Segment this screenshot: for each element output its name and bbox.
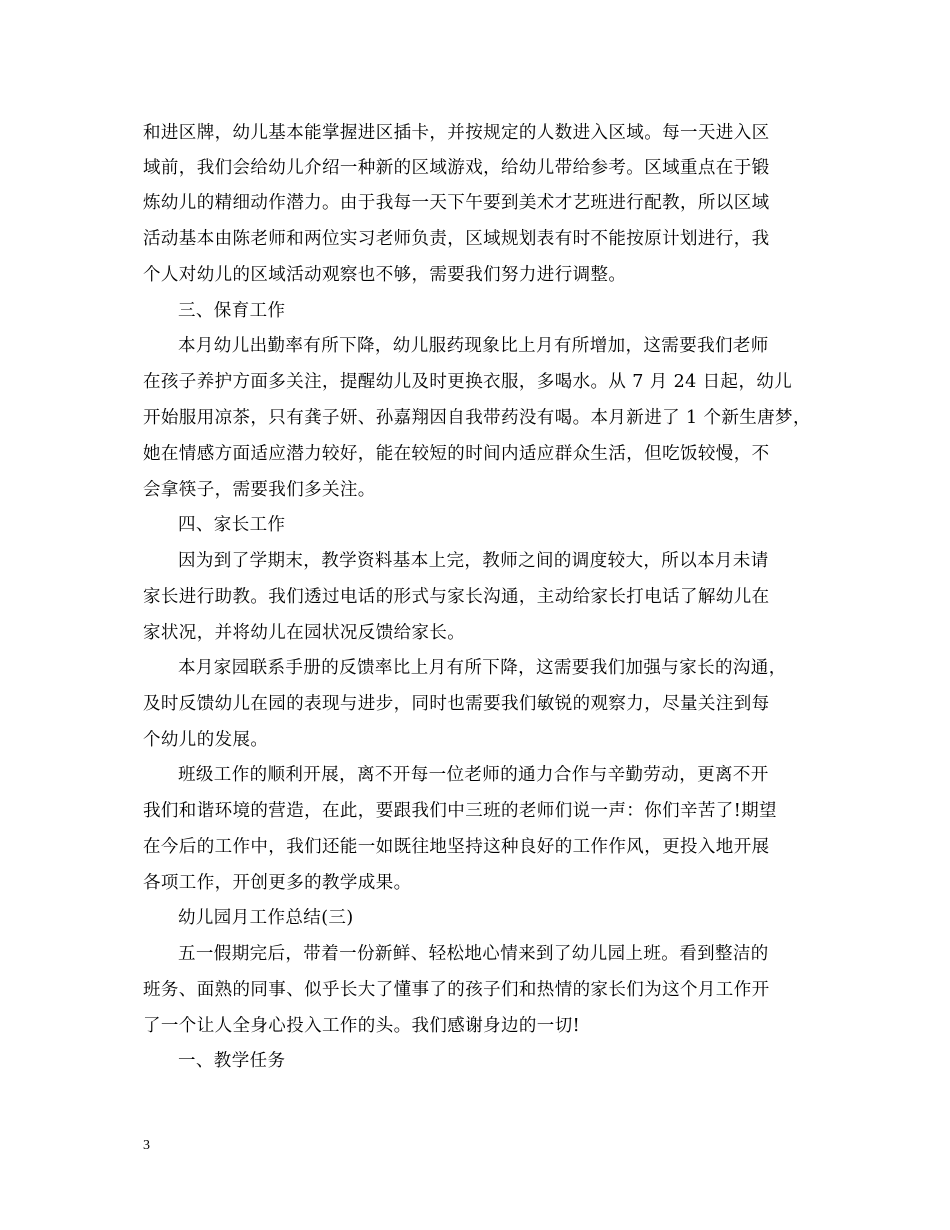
text-line: 了一个让人全身心投入工作的头。我们感谢身边的一切!: [143, 1016, 581, 1036]
section-heading: 三、保育工作: [178, 301, 286, 321]
text-line: 炼幼儿的精细动作潜力。由于我每一天下午要到美术才艺班进行配教，所以区域: [143, 193, 770, 213]
text-line: 在孩子养护方面多关注，提醒幼儿及时更换衣服，多喝水。从 7 月 24 日起，幼儿: [143, 372, 793, 392]
text-line: 本月家园联系手册的反馈率比上月有所下降，这需要我们加强与家长的沟通，: [178, 658, 787, 678]
text-line: 我们和谐环境的营造，在此，要跟我们中三班的老师们说一声：你们辛苦了!期望: [143, 801, 777, 821]
text-line: 班级工作的顺利开展，离不开每一位老师的通力合作与辛勤劳动，更离不开: [178, 765, 769, 785]
text-line: 各项工作，开创更多的教学成果。: [143, 873, 412, 893]
text-line: 开始服用凉茶，只有龚子妍、孙嘉翔因自我带药没有喝。本月新进了 1 个新生唐梦，: [143, 408, 811, 428]
text-line: 活动基本由陈老师和两位实习老师负责，区域规划表有时不能按原计划进行，我: [143, 229, 770, 249]
section-heading: 幼儿园月工作总结(三): [178, 908, 354, 928]
page-number: 3: [143, 1138, 150, 1153]
text-line: 五一假期完后，带着一份新鲜、轻松地心情来到了幼儿园上班。看到整洁的: [178, 944, 769, 964]
section-heading: 四、家长工作: [178, 515, 286, 535]
text-line: 及时反馈幼儿在园的表现与进步，同时也需要我们敏锐的观察力，尽量关注到每: [143, 694, 770, 714]
text-line: 家状况，并将幼儿在园状况反馈给家长。: [143, 623, 466, 643]
text-line: 班务、面熟的同事、似乎长大了懂事了的孩子们和热情的家长们为这个月工作开: [143, 980, 770, 1000]
text-line: 家长进行助教。我们透过电话的形式与家长沟通，主动给家长打电话了解幼儿在: [143, 587, 770, 607]
text-line: 域前，我们会给幼儿介绍一种新的区域游戏，给幼儿带给参考。区域重点在于锻: [143, 158, 770, 178]
text-line: 个幼儿的发展。: [143, 730, 269, 750]
text-line: 因为到了学期末，教学资料基本上完，教师之间的调度较大，所以本月未请: [178, 551, 769, 571]
text-line: 本月幼儿出勤率有所下降，幼儿服药现象比上月有所增加，这需要我们老师: [178, 336, 769, 356]
section-heading: 一、教学任务: [178, 1051, 286, 1071]
text-line: 个人对幼儿的区域活动观察也不够，需要我们努力进行调整。: [143, 265, 627, 285]
text-line: 会拿筷子，需要我们多关注。: [143, 480, 376, 500]
text-line: 和进区牌，幼儿基本能掌握进区插卡，并按规定的人数进入区域。每一天进入区: [143, 123, 770, 143]
text-line: 她在情感方面适应潜力较好，能在较短的时间内适应群众生活，但吃饭较慢，不: [143, 444, 770, 464]
text-line: 在今后的工作中，我们还能一如既往地坚持这种良好的工作作风，更投入地开展: [143, 837, 770, 857]
